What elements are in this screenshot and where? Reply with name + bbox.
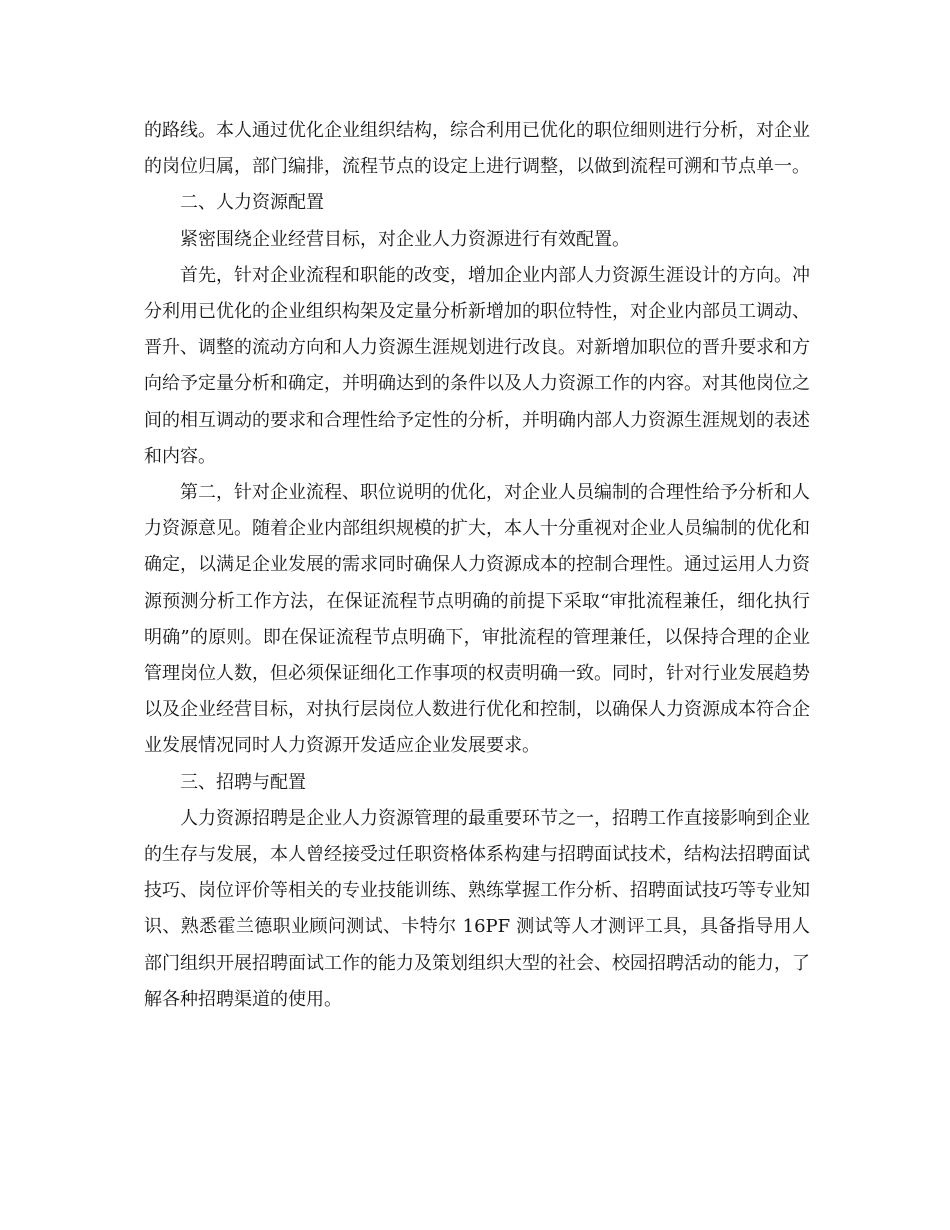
- paragraph-second-point: 第二，针对企业流程、职位说明的优化，对企业人员编制的合理性给予分析和人力资源意见。随着企业内部组织规模的扩大，本人十分重视对企业人员编制的优化和确定，以满足企业发展的需求同时确保人力资源成本的控制合理性。通过运用人力资源预测分析工作方法，在保证流程节点明确的前提下采取“审批流程兼任，细化执行明确”的原则。即在保证流程节点明确下，审批流程的管理兼任，以保持合理的企业管理岗位人数，但必须保证细化工作事项的权责明确一致。同时，针对行业发展趋势以及企业经营目标，对执行层岗位人数进行优化和控制，以确保人力资源成本符合企业发展情况同时人力资源开发适应企业发展要求。: [144, 482, 810, 757]
- paragraph-recruitment: 人力资源招聘是企业人力资源管理的最重要环节之一，招聘工作直接影响到企业的生存与发展，本人曾经接受过任职资格体系构建与招聘面试技术，结构法招聘面试技巧、岗位评价等相关的专业技能训练、熟练掌握工作分析、招聘面试技巧等专业知识、熟悉霍兰德职业顾问测试、卡特尔 16PF 测试等人才测评工具，具备指导用人部门组织开展招聘面试工作的能力及策划组织大型的社会、校园招聘活动的能力，了解各种招聘渠道的使用。: [144, 807, 810, 1010]
- paragraph-first-point: 首先，针对企业流程和职能的改变，增加企业内部人力资源生涯设计的方向。冲分利用已优化的企业组织构架及定量分析新增加的职位特性，对企业内部员工调动、晋升、调整的流动方向和人力资源生涯规划进行改良。对新增加职位的晋升要求和方向给予定量分析和确定，并明确达到的条件以及人力资源工作的内容。对其他岗位之间的相互调动的要求和合理性给予定性的分析，并明确内部人力资源生涯规划的表述和内容。: [144, 264, 810, 467]
- document-body: [144, 113, 810, 1018]
- paragraph-allocation-intro: 紧密围绕企业经营目标，对企业人力资源进行有效配置。: [180, 228, 630, 250]
- paragraph-continuation: 的路线。本人通过优化企业组织结构，综合利用已优化的职位细则进行分析，对企业的岗位归属，部门编排，流程节点的设定上进行调整，以做到流程可溯和节点单一。: [144, 120, 810, 178]
- section-heading-hr-allocation: 二、人力资源配置: [180, 192, 324, 214]
- section-heading-recruitment: 三、招聘与配置: [180, 771, 306, 793]
